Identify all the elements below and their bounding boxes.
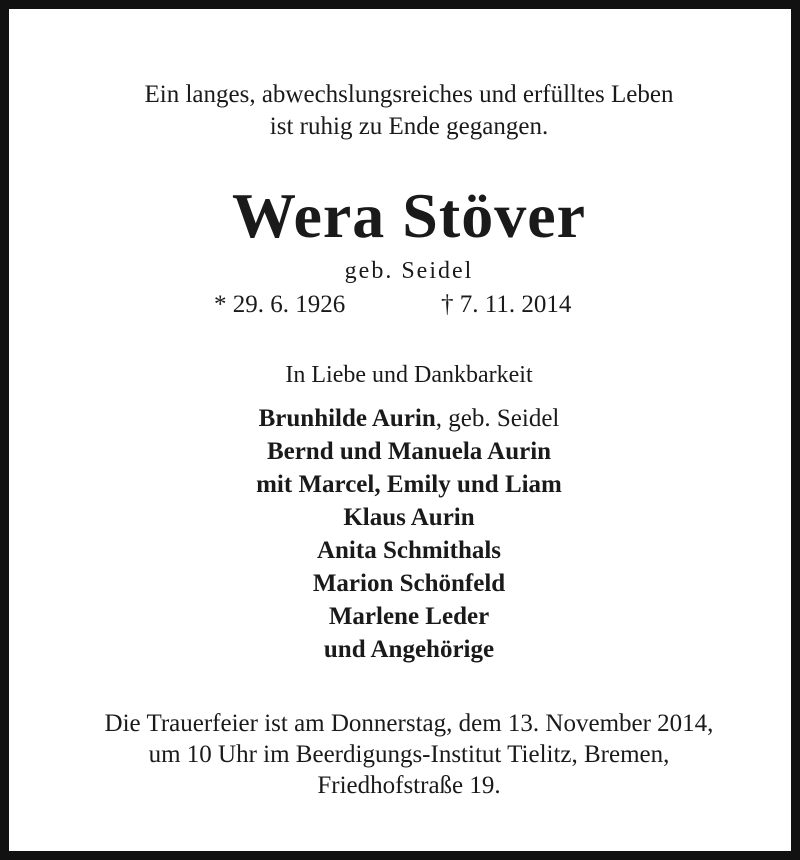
family-line: Marlene Leder — [328, 603, 490, 630]
family-line: Bernd und Manuela Aurin — [266, 438, 552, 465]
deceased-name: Wera Stöver — [232, 180, 586, 251]
death-date: † 7. 11. 2014 — [441, 291, 572, 318]
family-first-name: Brunhilde Aurin — [258, 405, 436, 432]
service-line-2: um 10 Uhr im Beerdigungs-Institut Tielitz, Bremen, — [148, 741, 670, 768]
intro-line-2: ist ruhig zu Ende gegangen. — [269, 113, 549, 140]
family-first-suffix: , geb. Seidel — [435, 405, 560, 432]
family-line: Klaus Aurin — [343, 504, 475, 531]
service-line-3: Friedhofstraße 19. — [317, 772, 501, 799]
family-line: mit Marcel, Emily und Liam — [256, 471, 562, 498]
intro-line-1: Ein langes, abwechslungsreiches und erfülltes Leben — [144, 81, 674, 108]
family-line-first — [9, 402, 800, 435]
service-line-1: Die Trauerfeier ist am Donnerstag, dem 13. November 2014, — [104, 710, 714, 737]
family-line: und Angehörige — [323, 636, 495, 663]
family-line: Marion Schönfeld — [312, 570, 506, 597]
thanks-line: In Liebe und Dankbarkeit — [285, 362, 533, 388]
birth-date: * 29. 6. 1926 — [214, 291, 346, 318]
family-line: Anita Schmithals — [316, 537, 502, 564]
maiden-name: geb. Seidel — [344, 258, 474, 284]
